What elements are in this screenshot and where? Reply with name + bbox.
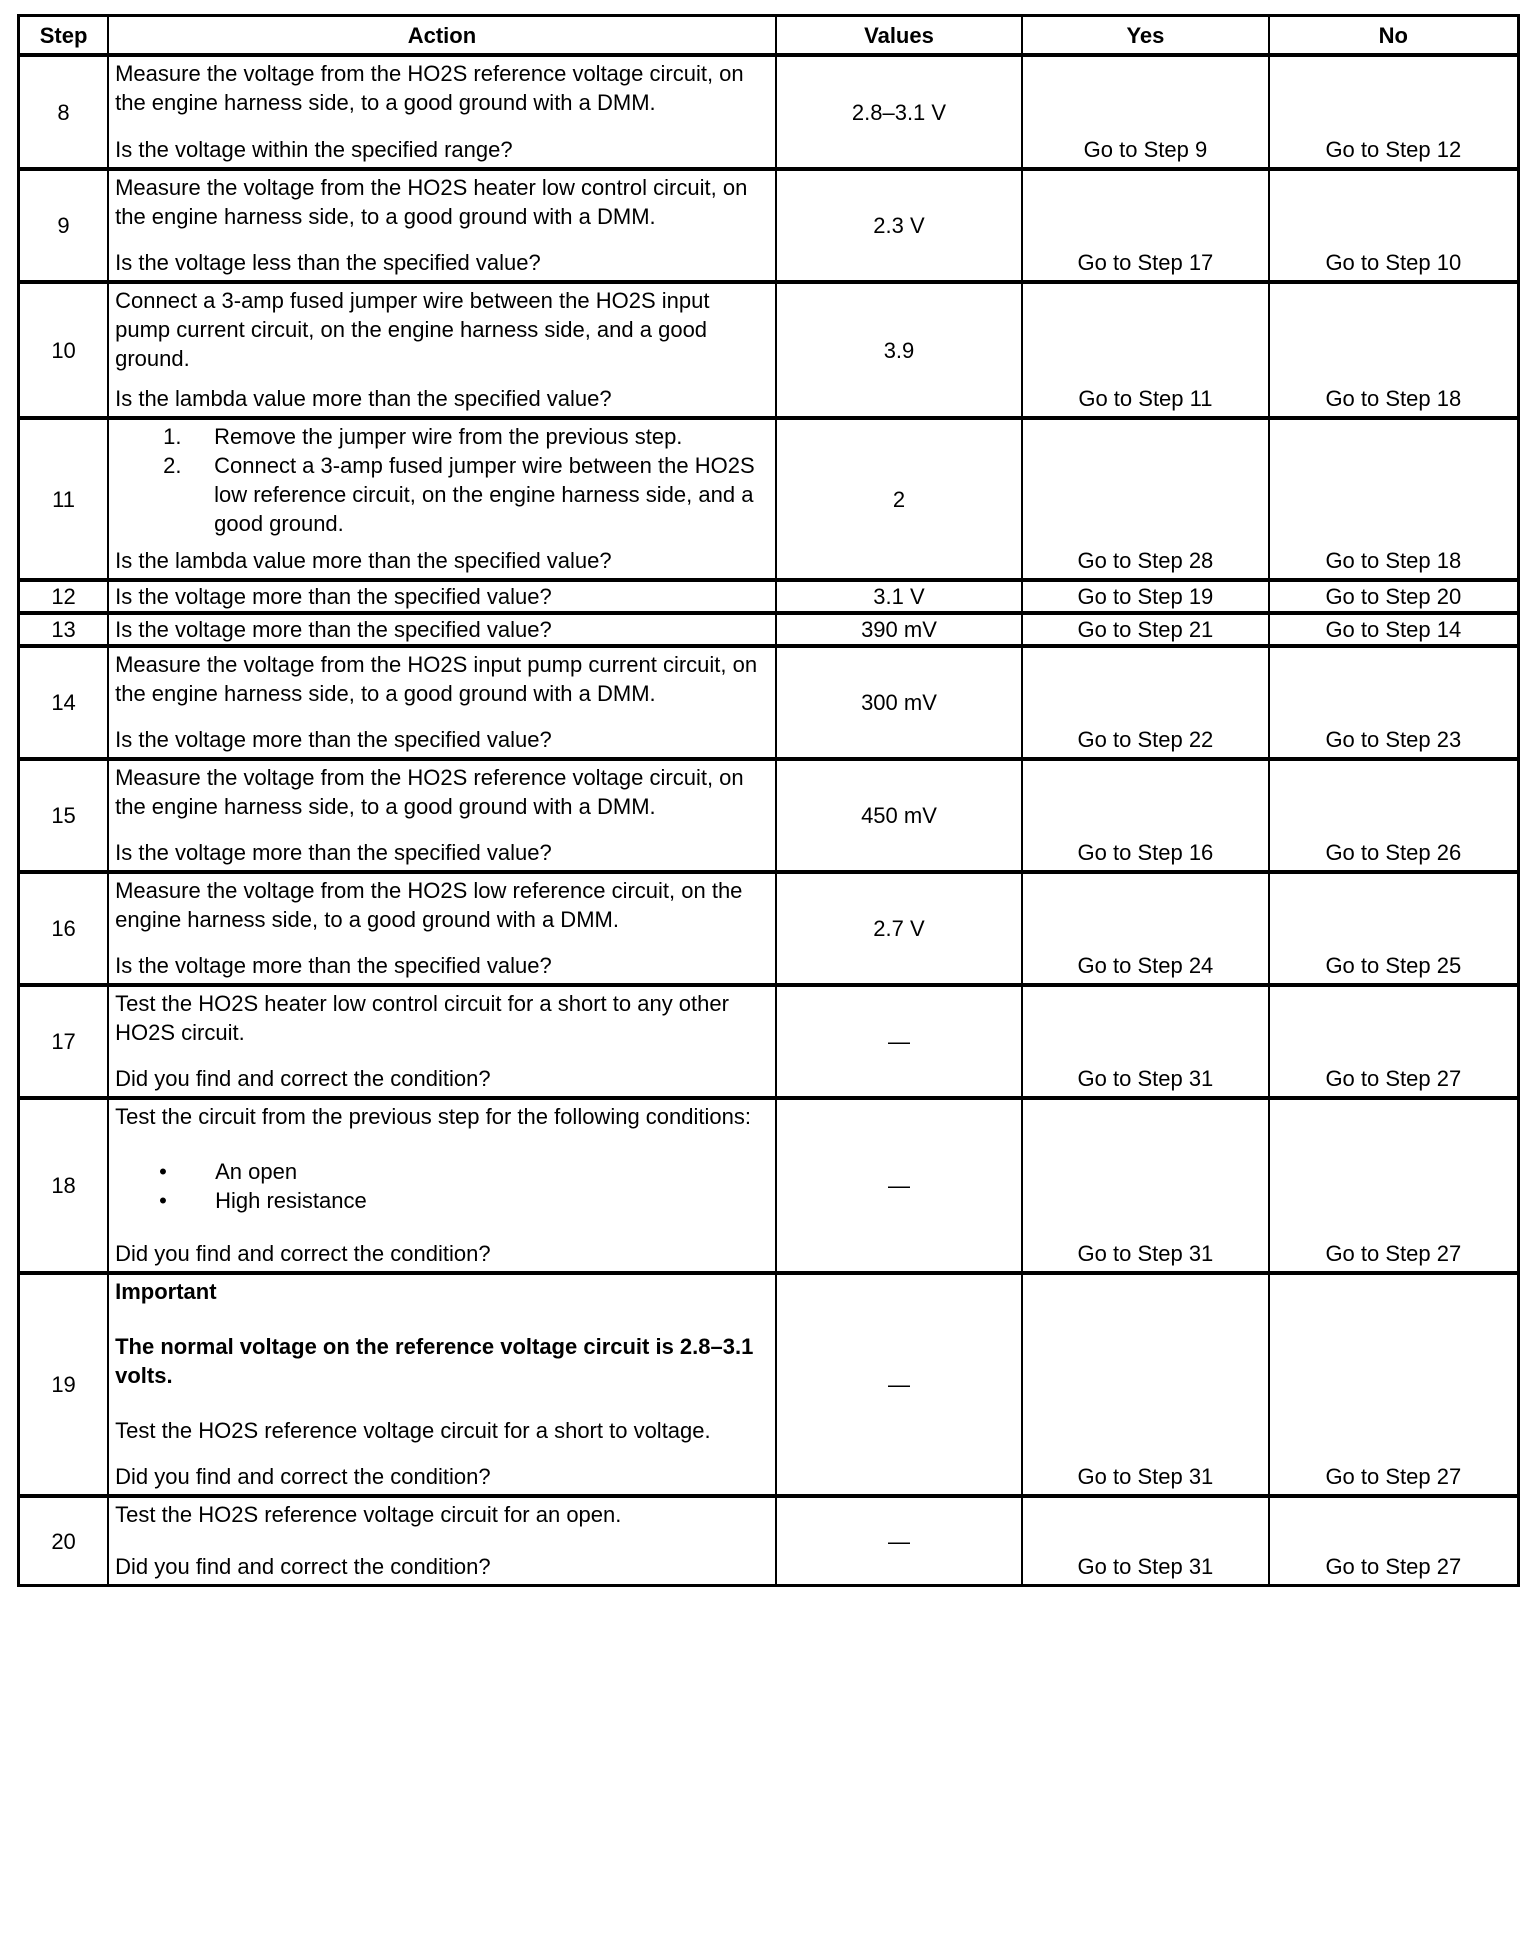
action-text: Measure the voltage from the HO2S low reference circuit, on the engine harness side, to a good ground with a DMM. — [115, 878, 743, 932]
step-number: 14 — [19, 646, 109, 759]
action-question: Did you find and correct the condition? — [115, 1066, 491, 1091]
list-item-text: Connect a 3-amp fused jumper wire between the HO2S low reference circuit, on the engine harness side, and a good ground. — [214, 453, 755, 536]
value-cell: — — [776, 985, 1022, 1098]
action-question: Did you find and correct the condition? — [115, 1554, 491, 1579]
action-cell — [108, 985, 776, 1098]
table-row — [19, 1273, 1519, 1496]
action-text: Measure the voltage from the HO2S input pump current circuit, on the engine harness side, to a good ground with a DMM. — [115, 652, 758, 706]
action-cell — [108, 282, 776, 418]
action-question: Is the lambda value more than the specified value? — [115, 386, 612, 411]
value-cell: 3.1 V — [776, 580, 1022, 613]
list-item — [115, 1157, 767, 1186]
list-item-text: High resistance — [215, 1188, 367, 1213]
step-number: 11 — [19, 418, 109, 580]
no-cell: Go to Step 27 — [1269, 985, 1519, 1098]
action-question: Is the lambda value more than the specified value? — [115, 548, 612, 573]
important-label: Important — [115, 1279, 217, 1304]
list-item-text: Remove the jumper wire from the previous step. — [214, 424, 683, 449]
table-row — [19, 282, 1519, 418]
yes-cell: Go to Step 31 — [1022, 1098, 1268, 1273]
action-cell — [108, 1273, 776, 1496]
yes-cell: Go to Step 22 — [1022, 646, 1268, 759]
step-number: 10 — [19, 282, 109, 418]
header-step: Step — [19, 16, 109, 56]
yes-cell: Go to Step 11 — [1022, 282, 1268, 418]
table-row — [19, 55, 1519, 169]
no-cell: Go to Step 27 — [1269, 1098, 1519, 1273]
table-row — [19, 759, 1519, 872]
value-cell: 3.9 — [776, 282, 1022, 418]
value-cell: 2.3 V — [776, 169, 1022, 282]
value-cell: 2.8–3.1 V — [776, 55, 1022, 169]
no-cell: Go to Step 10 — [1269, 169, 1519, 282]
conditions-list — [115, 1157, 767, 1215]
table-row — [19, 646, 1519, 759]
step-number: 13 — [19, 613, 109, 646]
yes-cell: Go to Step 31 — [1022, 985, 1268, 1098]
action-question: Is the voltage less than the specified value? — [115, 250, 541, 275]
step-number: 15 — [19, 759, 109, 872]
step-number: 17 — [19, 985, 109, 1098]
no-cell: Go to Step 27 — [1269, 1496, 1519, 1586]
action-question: Is the voltage more than the specified value? — [115, 840, 552, 865]
action-cell — [108, 169, 776, 282]
value-cell: 2.7 V — [776, 872, 1022, 985]
table-row — [19, 580, 1519, 613]
action-text: Measure the voltage from the HO2S heater low control circuit, on the engine harness side, to a good ground with a DMM. — [115, 175, 748, 229]
action-cell — [108, 1496, 776, 1586]
header-action: Action — [108, 16, 776, 56]
no-cell: Go to Step 26 — [1269, 759, 1519, 872]
diagnostic-table-container — [17, 14, 1520, 1587]
table-row — [19, 985, 1519, 1098]
no-cell: Go to Step 18 — [1269, 418, 1519, 580]
action-question: Is the voltage more than the specified value? — [115, 953, 552, 978]
action-question: Is the voltage more than the specified value? — [115, 727, 552, 752]
yes-cell: Go to Step 28 — [1022, 418, 1268, 580]
action-text: Test the HO2S reference voltage circuit for an open. — [115, 1502, 622, 1527]
action-text: Test the circuit from the previous step for the following conditions: — [115, 1104, 751, 1129]
action-text: Test the HO2S reference voltage circuit for a short to voltage. — [115, 1418, 711, 1443]
step-number: 8 — [19, 55, 109, 169]
action-text: Measure the voltage from the HO2S reference voltage circuit, on the engine harness side, to a good ground with a DMM. — [115, 765, 744, 819]
action-text: Test the HO2S heater low control circuit for a short to any other HO2S circuit. — [115, 991, 729, 1045]
value-cell: 390 mV — [776, 613, 1022, 646]
yes-cell: Go to Step 19 — [1022, 580, 1268, 613]
action-text: Connect a 3-amp fused jumper wire between the HO2S input pump current circuit, on the engine harness side, and a good ground. — [115, 288, 710, 371]
step-number: 20 — [19, 1496, 109, 1586]
action-question: Did you find and correct the condition? — [115, 1464, 491, 1489]
table-row — [19, 872, 1519, 985]
list-item-text: An open — [215, 1159, 298, 1184]
bullet-icon: • — [159, 1159, 167, 1184]
step-number: 16 — [19, 872, 109, 985]
list-item — [115, 1186, 767, 1215]
list-item — [115, 422, 767, 451]
no-cell: Go to Step 14 — [1269, 613, 1519, 646]
action-body — [115, 1102, 767, 1215]
yes-cell: Go to Step 17 — [1022, 169, 1268, 282]
step-number: 12 — [19, 580, 109, 613]
action-question: Is the voltage more than the specified value? — [115, 617, 552, 642]
action-cell — [108, 1098, 776, 1273]
value-cell: — — [776, 1098, 1022, 1273]
bullet-icon: • — [159, 1188, 167, 1213]
action-cell — [108, 646, 776, 759]
yes-cell: Go to Step 16 — [1022, 759, 1268, 872]
action-text: Measure the voltage from the HO2S reference voltage circuit, on the engine harness side, to a good ground with a DMM. — [115, 61, 744, 115]
important-note: The normal voltage on the reference voltage circuit is 2.8–3.1 volts. — [115, 1334, 754, 1388]
value-cell: 2 — [776, 418, 1022, 580]
no-cell: Go to Step 12 — [1269, 55, 1519, 169]
header-values: Values — [776, 16, 1022, 56]
diagnostic-table — [17, 14, 1520, 1587]
no-cell: Go to Step 23 — [1269, 646, 1519, 759]
list-item-number: 2. — [163, 453, 182, 478]
action-cell — [108, 759, 776, 872]
action-cell — [108, 418, 776, 580]
action-cell — [108, 613, 776, 646]
list-item-number: 1. — [163, 424, 182, 449]
value-cell: — — [776, 1273, 1022, 1496]
step-number: 18 — [19, 1098, 109, 1273]
table-row — [19, 169, 1519, 282]
yes-cell: Go to Step 24 — [1022, 872, 1268, 985]
action-body — [115, 1277, 767, 1445]
header-no: No — [1269, 16, 1519, 56]
action-cell — [108, 872, 776, 985]
value-cell: — — [776, 1496, 1022, 1586]
list-item — [115, 451, 767, 538]
action-cell — [108, 580, 776, 613]
yes-cell: Go to Step 31 — [1022, 1273, 1268, 1496]
value-cell: 300 mV — [776, 646, 1022, 759]
no-cell: Go to Step 18 — [1269, 282, 1519, 418]
table-row — [19, 1496, 1519, 1586]
table-row — [19, 1098, 1519, 1273]
table-row — [19, 418, 1519, 580]
table-row — [19, 613, 1519, 646]
action-steps-list — [115, 422, 767, 538]
table-header-row — [19, 16, 1519, 56]
no-cell: Go to Step 20 — [1269, 580, 1519, 613]
yes-cell: Go to Step 21 — [1022, 613, 1268, 646]
yes-cell: Go to Step 9 — [1022, 55, 1268, 169]
step-number: 19 — [19, 1273, 109, 1496]
no-cell: Go to Step 25 — [1269, 872, 1519, 985]
action-question: Is the voltage within the specified range? — [115, 137, 513, 162]
action-cell — [108, 55, 776, 169]
yes-cell: Go to Step 31 — [1022, 1496, 1268, 1586]
value-cell: 450 mV — [776, 759, 1022, 872]
action-question: Did you find and correct the condition? — [115, 1241, 491, 1266]
no-cell: Go to Step 27 — [1269, 1273, 1519, 1496]
header-yes: Yes — [1022, 16, 1268, 56]
step-number: 9 — [19, 169, 109, 282]
action-question: Is the voltage more than the specified value? — [115, 584, 552, 609]
